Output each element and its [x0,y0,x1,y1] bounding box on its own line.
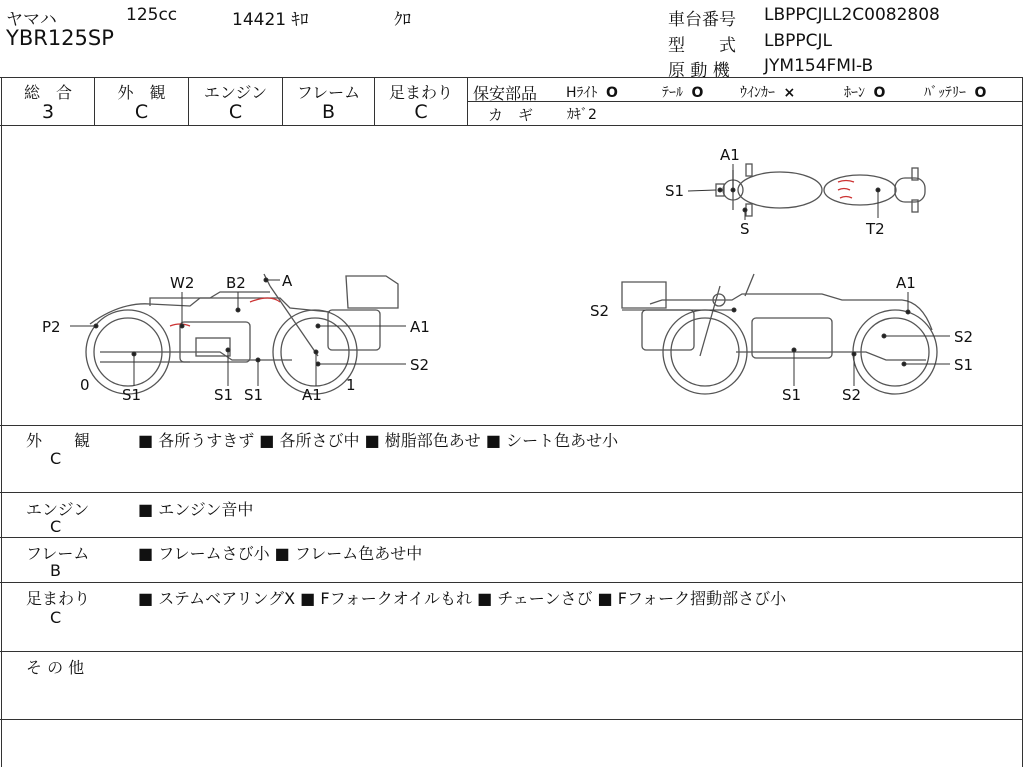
mileage: 14421 ｷﾛ [232,10,309,30]
engine-label: 原 動 機 [668,61,730,81]
section-text: ■ 各所うすきず ■ 各所さび中 ■ 樹脂部色あせ ■ シート色あせ小 [138,431,619,450]
diag-right-s2-left: S2 [590,302,610,320]
diag-left-s1a: S1 [122,386,142,404]
frame-number-label: 車台番号 [668,10,736,30]
diag-right-s2b: S2 [842,386,862,404]
diag-left-b2: B2 [226,274,246,292]
safety-item-headlight [566,82,618,102]
safety-item-mark: O [873,85,886,101]
diag-left-s1b: S1 [214,386,234,404]
safety-item-mark: O [605,85,618,101]
diag-left-a: A [282,272,293,290]
section-label: 足まわり [26,589,91,608]
diag-top-s1: S1 [665,182,685,200]
section-text: ■ エンジン音中 [138,500,254,519]
section-grade: C [50,449,62,468]
diag-right-s2: S2 [954,328,974,346]
safety-item-name: Hﾗｲﾄ [566,85,598,101]
section-label: そ の 他 [26,658,85,677]
section-other [0,655,1022,717]
safety-item-mark: × [783,85,796,101]
safety-item-name: ｳｲﾝｶｰ [740,85,775,101]
safety-item-name: ﾎｰﾝ [844,85,865,101]
diag-right-a1: A1 [896,274,916,292]
damage-diagram [0,126,1022,426]
diag-left-zero: 0 [80,376,90,394]
diag-left-one: 1 [346,376,356,394]
section-text: ■ フレームさび小 ■ フレーム色あせ中 [138,544,423,563]
section-grade: C [50,517,62,536]
model-name: YBR125SP [6,26,114,50]
displacement: 125cc [126,5,178,25]
grade-suspension-label: 足まわり [388,83,453,102]
grade-frame-label: フレーム [296,83,361,102]
grade-exterior-label: 外 観 [117,83,166,102]
safety-item-winker [740,82,795,102]
type-value: LBPPCJL [764,31,832,51]
type-label: 型 式 [668,36,736,56]
safety-item-mark: O [974,85,987,101]
body-color: ｸﾛ [394,10,411,30]
safety-item-horn [844,82,885,102]
diag-left-p2: P2 [42,318,61,336]
section-label: 外 観 [26,431,91,450]
safety-item-tail [662,82,703,102]
safety-item-mark: O [691,85,704,101]
diag-left-a1: A1 [410,318,430,336]
section-exterior [0,427,1022,492]
diag-left-s1c: S1 [244,386,264,404]
section-suspension [0,585,1022,649]
grade-exterior-value: C [134,101,149,123]
engine-value: JYM154FMI-B [764,56,874,76]
diag-right-s1b: S1 [782,386,802,404]
safety-item-battery [924,82,986,102]
section-label: エンジン [26,500,90,519]
diag-left-w2: W2 [170,274,195,292]
grade-engine-value: C [228,101,243,123]
diag-top-t2: T2 [866,220,885,238]
section-engine [0,496,1022,536]
safety-parts-label: 保安部品 [473,84,538,103]
diag-top-a1: A1 [720,146,740,164]
safety-item-name: ﾃｰﾙ [662,85,683,101]
frame-number: LBPPCJLL2C0082808 [764,5,940,25]
grade-overall-label: 総 合 [23,83,72,102]
right-side-bike [622,274,937,394]
section-grade: C [50,608,62,627]
section-label: フレーム [26,544,90,563]
diag-right-s1: S1 [954,356,974,374]
key-label: カ ギ [488,106,534,124]
grade-frame-value: B [321,101,336,123]
top-view-bike [716,164,925,216]
section-frame [0,540,1022,580]
key-value: ｶｷﾞ2 [567,107,597,123]
section-text: ■ ステムベアリングX ■ Fフォークオイルもれ ■ チェーンさび ■ Fフォーク摺動部さび小 [138,589,787,608]
safety-item-name: ﾊﾞｯﾃﾘｰ [924,85,966,101]
diag-left-a1b: A1 [302,386,322,404]
maker-name: ヤマハ [6,10,57,30]
diag-top-s: S [740,220,750,238]
grade-engine-label: エンジン [203,83,268,102]
diag-left-s2: S2 [410,356,430,374]
grade-suspension-value: C [414,101,428,123]
grade-overall-value: 3 [41,101,55,123]
section-grade: B [50,561,61,580]
